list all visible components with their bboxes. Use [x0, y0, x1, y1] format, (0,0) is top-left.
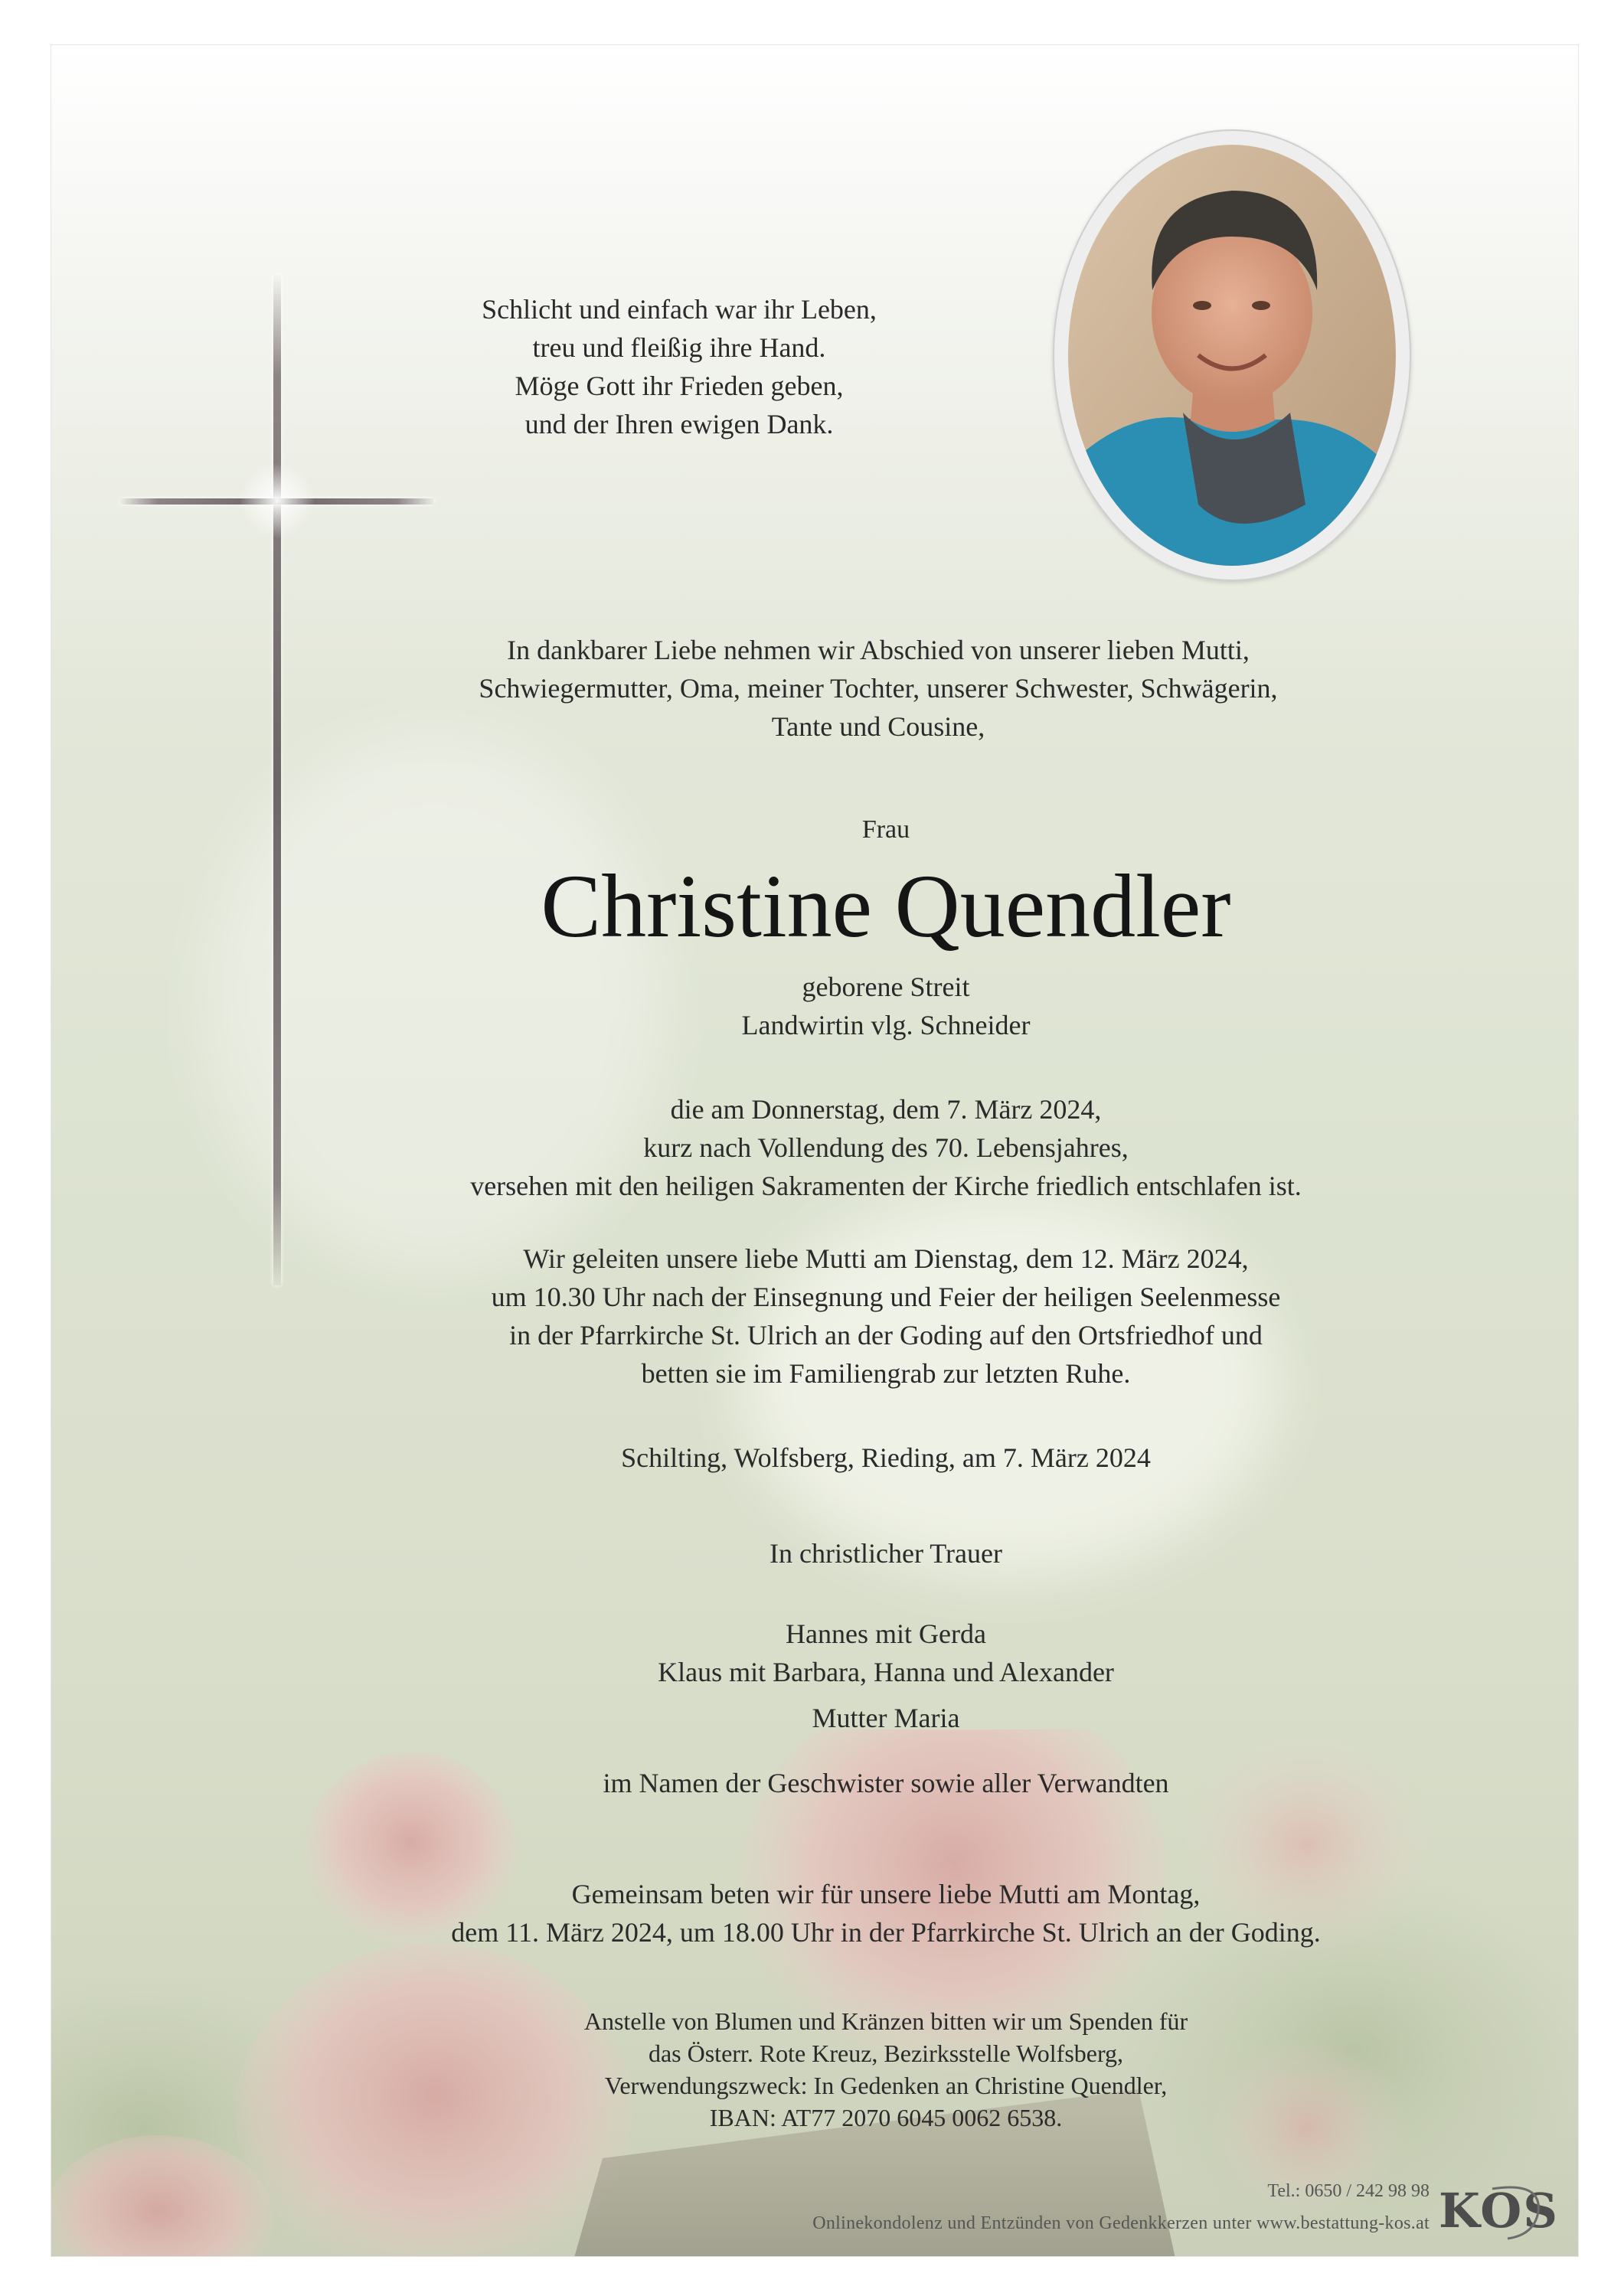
- funeral-line: Wir geleiten unsere liebe Mutti am Dienstag, dem 12. März 2024,: [523, 1243, 1249, 1274]
- death-notice: [358, 1090, 1414, 1205]
- memorial-verse: [480, 290, 878, 443]
- mourning-line: In christlicher Trauer: [770, 1538, 1002, 1569]
- occupation: Landwirtin vlg. Schneider: [741, 1010, 1031, 1040]
- portrait-photo: [1068, 145, 1396, 566]
- death-line: kurz nach Vollendung des 70. Lebensjahres,: [643, 1132, 1129, 1163]
- roses-image: [51, 1729, 1578, 2257]
- donation-line: IBAN: AT77 2070 6045 0062 6538.: [709, 2104, 1063, 2131]
- relatives-line: im Namen der Geschwister sowie aller Verwandten: [603, 1768, 1169, 1798]
- death-line: die am Donnerstag, dem 7. März 2024,: [670, 1094, 1102, 1125]
- family-names: [511, 1615, 1261, 1691]
- donation-line: Verwendungszweck: In Gedenken an Christine Quendler,: [604, 2072, 1168, 2099]
- donation-line: Anstelle von Blumen und Kränzen bitten wir um Spenden für: [583, 2007, 1188, 2035]
- verse-line: Möge Gott ihr Frieden geben,: [515, 371, 844, 401]
- prayer-info: [358, 1875, 1414, 1951]
- verse-line: Schlicht und einfach war ihr Leben,: [482, 294, 877, 325]
- logo-swoosh-icon: [1439, 2174, 1546, 2242]
- deceased-details: [694, 968, 1077, 1044]
- deceased-name: Christine Quendler: [541, 856, 1231, 956]
- intro-line: Schwiegermutter, Oma, meiner Tochter, unserer Schwester, Schwägerin,: [479, 673, 1278, 704]
- donation-line: das Österr. Rote Kreuz, Bezirksstelle Wolfsberg,: [648, 2040, 1124, 2067]
- portrait-eye: [1193, 301, 1211, 310]
- verse-line: und der Ihren ewigen Dank.: [524, 409, 834, 439]
- footer-phone: Tel.: 0650 / 242 98 98: [1267, 2181, 1430, 2201]
- funeral-line: betten sie im Familiengrab zur letzten Ruhe.: [641, 1358, 1131, 1389]
- salutation: Frau: [861, 815, 910, 844]
- cross-vertical: [273, 275, 281, 1285]
- obituary-card: [51, 44, 1579, 2257]
- prayer-line: Gemeinsam beten wir für unsere liebe Mutti am Montag,: [571, 1879, 1201, 1909]
- verse-line: treu und fleißig ihre Hand.: [532, 332, 826, 363]
- footer-online-link[interactable]: Onlinekondolenz und Entzünden von Gedenkkerzen unter www.bestattung-kos.at: [812, 2213, 1430, 2233]
- family-line: Hannes mit Gerda: [786, 1618, 986, 1649]
- intro-text: [327, 631, 1430, 746]
- portrait-eye: [1252, 301, 1270, 310]
- funeral-line: in der Pfarrkirche St. Ulrich an der Goding auf den Ortsfriedhof und: [509, 1320, 1263, 1350]
- funeral-info: [358, 1239, 1414, 1393]
- birth-name: geborene Streit: [802, 972, 970, 1002]
- death-line: versehen mit den heiligen Sakramenten der Kirche friedlich entschlafen ist.: [470, 1171, 1302, 1201]
- logo-text: KOS: [1439, 2183, 1560, 2239]
- intro-line: Tante und Cousine,: [771, 711, 985, 742]
- family-line: Klaus mit Barbara, Hanna und Alexander: [658, 1657, 1114, 1687]
- donation-info: [434, 2005, 1338, 2134]
- kos-logo: [1439, 2174, 1560, 2242]
- place-date: Schilting, Wolfsberg, Rieding, am 7. März 2024: [621, 1442, 1151, 1473]
- funeral-line: um 10.30 Uhr nach der Einsegnung und Feier der heiligen Seelenmesse: [491, 1282, 1281, 1312]
- prayer-line: dem 11. März 2024, um 18.00 Uhr in der Pfarrkirche St. Ulrich an der Goding.: [451, 1917, 1321, 1948]
- portrait-frame: [1053, 129, 1411, 581]
- mother-name: Mutter Maria: [812, 1703, 960, 1733]
- cross-glow: [239, 462, 315, 539]
- intro-line: In dankbarer Liebe nehmen wir Abschied von unserer lieben Mutti,: [507, 635, 1250, 665]
